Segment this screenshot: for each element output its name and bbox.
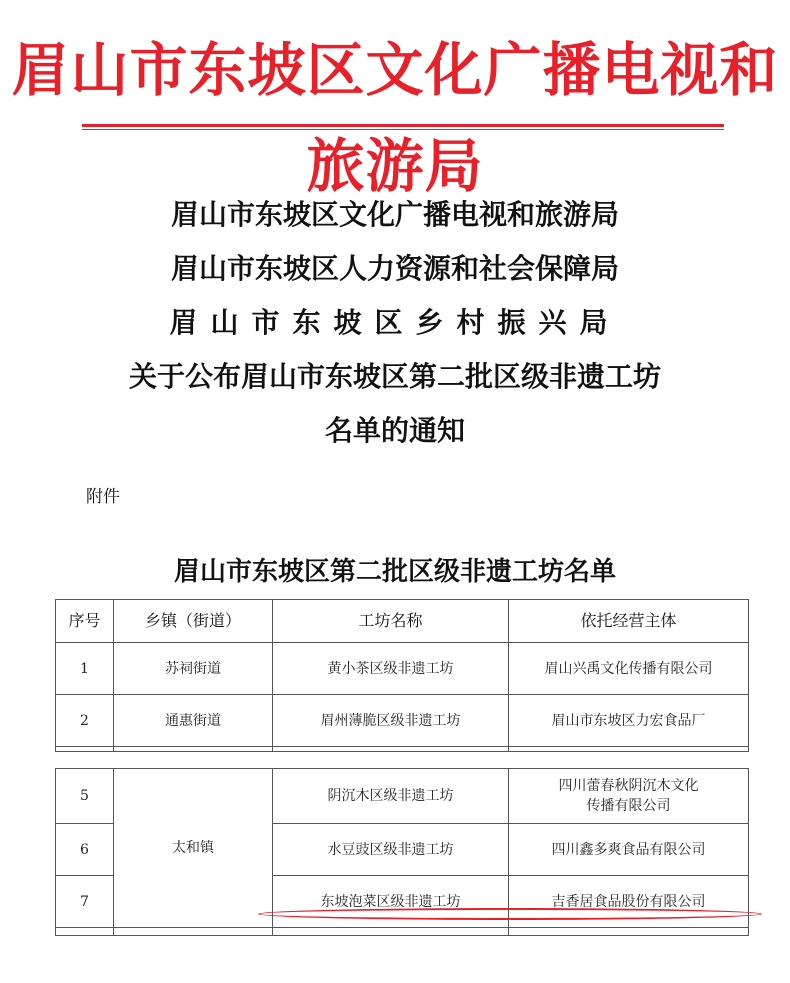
table-row-cut: [56, 747, 749, 752]
title-subject-1: 关于公布眉山市东坡区第二批区级非遗工坊: [128, 360, 661, 393]
header-town: 乡镇（街道）: [114, 600, 273, 643]
title-issuer-1: 眉山市东坡区文化广播电视和旅游局: [170, 198, 619, 231]
row-workshop: 眉州薄脆区级非遗工坊: [273, 695, 509, 747]
table-row-cut: [56, 928, 749, 936]
row-workshop: 黄小茶区级非遗工坊: [273, 643, 509, 695]
table-row: [56, 643, 749, 695]
header-workshop: 工坊名称: [273, 600, 509, 643]
operator-line-1: 四川蕾春秋阴沉木文化: [558, 778, 699, 794]
table-row: [56, 769, 749, 824]
row-no: 7: [56, 876, 114, 928]
row-town: 通惠街道: [114, 695, 273, 747]
row-town: 苏祠街道: [114, 643, 273, 695]
title-issuer-3: 眉山市东坡区乡村振兴局: [169, 306, 621, 339]
title-issuer-2: 眉山市东坡区人力资源和社会保障局: [170, 252, 619, 285]
row-workshop: 水豆豉区级非遗工坊: [273, 824, 509, 876]
masthead-rule-thick: [82, 124, 724, 127]
workshop-table-top: [55, 599, 749, 752]
masthead-title: 眉山市东坡区文化广播电视和旅游局: [11, 36, 779, 200]
header-no: 序号: [56, 600, 114, 643]
row-operator: 四川鑫多爽食品有限公司: [509, 824, 749, 876]
table-row: [56, 695, 749, 747]
row-operator: [509, 769, 749, 824]
row-no: 5: [56, 769, 114, 824]
attachment-label: 附件: [86, 487, 120, 507]
notice-title: [0, 188, 790, 458]
masthead-rule-thin: [82, 129, 724, 130]
row-workshop: 阴沉木区级非遗工坊: [273, 769, 509, 824]
title-subject-2: 名单的通知: [324, 414, 465, 447]
row-workshop: 东坡泡菜区级非遗工坊: [273, 876, 509, 928]
row-operator: 吉香居食品股份有限公司: [509, 876, 749, 928]
red-highlight-ellipse: [258, 908, 762, 920]
row-no: 1: [56, 643, 114, 695]
row-no: 6: [56, 824, 114, 876]
row-operator: 眉山兴禹文化传播有限公司: [509, 643, 749, 695]
table-header-row: [56, 600, 749, 643]
table-title: 眉山市东坡区第二批区级非遗工坊名单: [173, 557, 616, 587]
row-town-group: 太和镇: [114, 769, 273, 928]
header-operator: 依托经营主体: [509, 600, 749, 643]
row-no: 2: [56, 695, 114, 747]
operator-line-2: 传播有限公司: [586, 798, 671, 814]
row-operator: 眉山市东坡区力宏食品厂: [509, 695, 749, 747]
